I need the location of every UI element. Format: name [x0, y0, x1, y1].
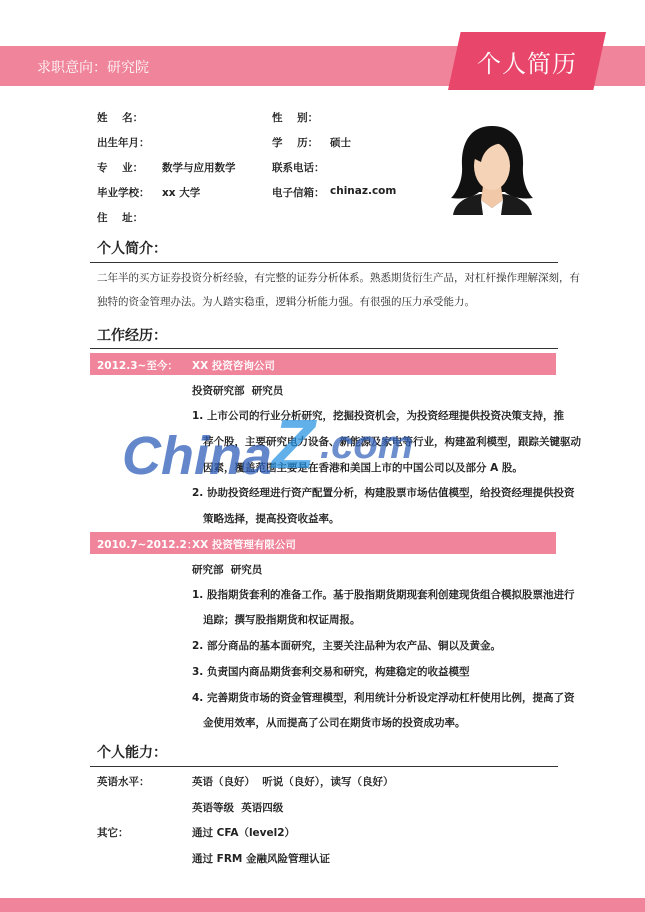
job1-line-4: 2. 协助投资经理进行资产配置分析，构建股票市场估值模型，给投资经理提供投资 [192, 487, 575, 499]
watermark-text: China [122, 426, 273, 486]
job2-line-1: 1. 股指期货套利的准备工作。基于股指期货期现套利创建现货组合模拟股票池进行 [192, 589, 575, 601]
footer-band [0, 898, 645, 912]
address-label: 住 址： [97, 212, 144, 224]
job-period-2: 2010.7~2012.2： [97, 539, 198, 551]
major-label: 专 业： [97, 162, 144, 174]
intro-rule [90, 262, 558, 263]
intro-title: 个人简介： [97, 241, 167, 257]
watermark-com: .com [320, 423, 414, 467]
intro-line-1: 二年半的买方证券投资分析经验，有完整的证券分析体系。熟悉期货衍生产品，对杠杆操作理解深刻，有 [97, 272, 580, 284]
english-line-2: 英语等级 英语四级 [192, 802, 284, 814]
job-company-1: XX 投资咨询公司 [192, 360, 275, 372]
email-value: chinaz.com [330, 185, 397, 197]
job-role-2: 研究部 研究员 [192, 564, 263, 576]
gender-label: 性 别： [272, 112, 319, 124]
job-objective: 求职意向：研究院 [37, 60, 149, 76]
phone-label: 联系电话： [272, 162, 325, 174]
email-label: 电子信箱： [272, 187, 325, 199]
resume-title: 个人简历 [477, 50, 577, 78]
other-label: 其它： [97, 827, 129, 839]
other-line-2: 通过 FRM 金融风险管理认证 [192, 853, 331, 865]
skills-rule [90, 766, 558, 767]
birth-label: 出生年月： [97, 137, 150, 149]
job2-line-5: 4. 完善期货市场的资金管理模型，利用统计分析设定浮动杠杆使用比例，提高了资 [192, 692, 575, 704]
chinaz-watermark [120, 408, 440, 488]
avatar [445, 122, 540, 215]
name-label: 姓 名： [97, 112, 144, 124]
school-value: xx 大学 [162, 187, 201, 199]
job-period-1: 2012.3~至今： [97, 360, 178, 372]
job2-line-2: 追踪；撰写股指期货和权证周报。 [192, 614, 361, 626]
job-role-1: 投资研究部 研究员 [192, 385, 284, 397]
other-line-1: 通过 CFA（level2） [192, 827, 296, 839]
major-value: 数学与应用数学 [162, 162, 236, 174]
english-line-1: 英语（良好） 听说（良好），读写（良好） [192, 776, 394, 788]
job1-line-5: 策略选择，提高投资收益率。 [192, 513, 340, 525]
job2-line-4: 3. 负责国内商品期货套利交易和研究，构建稳定的收益模型 [192, 666, 470, 678]
english-label: 英语水平： [97, 776, 150, 788]
job1-line-1: 1. 上市公司的行业分析研究，挖掘投资机会，为投资经理提供投资决策支持，推 [192, 410, 564, 422]
work-rule [90, 348, 558, 349]
degree-value: 硕士 [330, 137, 351, 149]
intro-line-2: 独特的资金管理办法。为人踏实稳重，逻辑分析能力强。有很强的压力承受能力。 [97, 296, 475, 308]
job2-line-3: 2. 部分商品的基本面研究，主要关注品种为农产品、铜以及黄金。 [192, 640, 501, 652]
degree-label: 学 历： [272, 137, 319, 149]
job-company-2: XX 投资管理有限公司 [192, 539, 296, 551]
job1-line-3: 因素，覆盖范围主要是在香港和美国上市的中国公司以及部分 A 股。 [192, 462, 523, 474]
job2-line-6: 金使用效率，从而提高了公司在期货市场的投资成功率。 [192, 717, 466, 729]
job1-line-2: 荐个股，主要研究电力设备、新能源及家电等行业，构建盈利模型，跟踪关键驱动 [192, 436, 581, 448]
work-title: 工作经历： [97, 328, 167, 344]
school-label: 毕业学校： [97, 187, 150, 199]
watermark-z: Z [272, 408, 315, 483]
skills-title: 个人能力： [97, 745, 167, 761]
